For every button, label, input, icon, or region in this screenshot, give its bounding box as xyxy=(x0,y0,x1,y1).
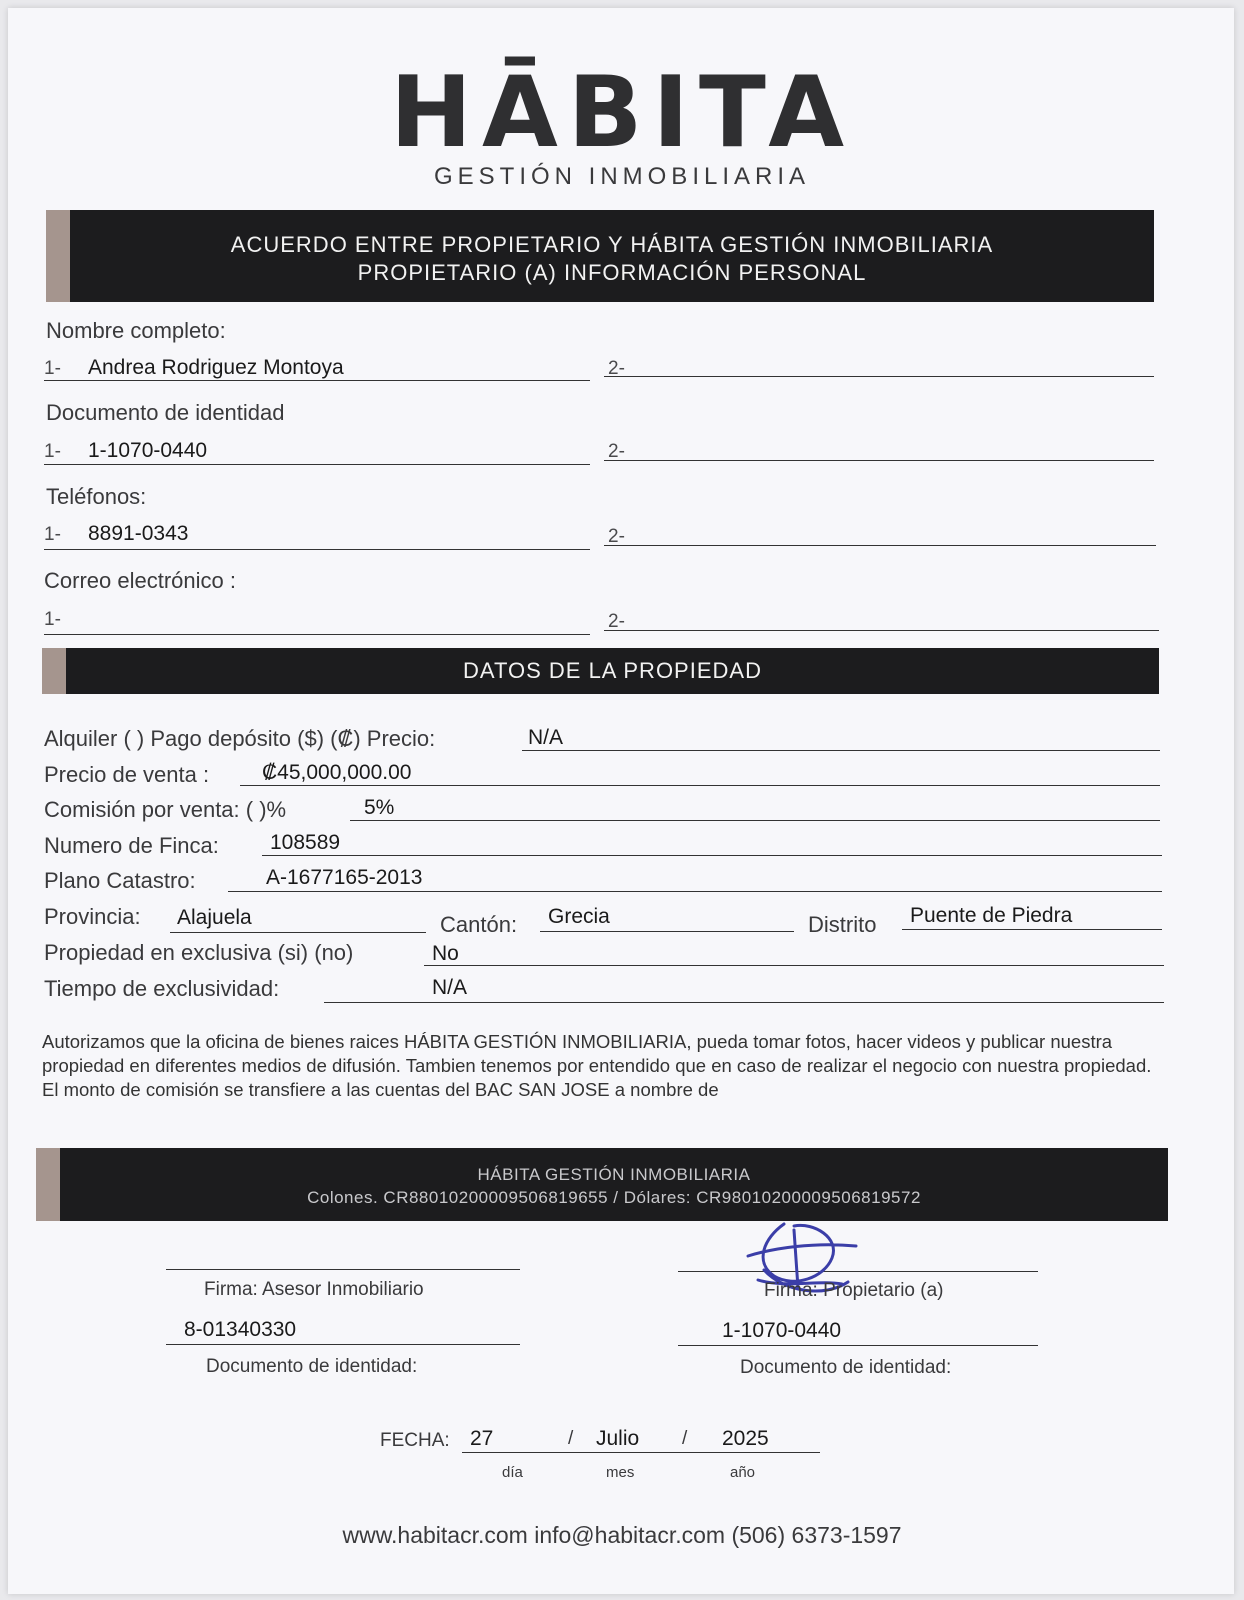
exclusive-label: Propiedad en exclusiva (si) (no) xyxy=(44,940,354,965)
bank-band-accounts: Colones. CR88010200009506819655 / Dólares: CR98010200009506819572 xyxy=(307,1188,921,1207)
advisor-id-label: Documento de identidad: xyxy=(206,1356,418,1377)
property-band xyxy=(42,648,1159,694)
owner-id-field[interactable]: 1-1070-0440 xyxy=(722,1319,842,1342)
finca-label: Numero de Finca: xyxy=(44,833,219,858)
date-day-field[interactable]: 27 xyxy=(470,1427,494,1450)
name-label: Nombre completo: xyxy=(46,318,226,343)
header-band-line1: ACUERDO ENTRE PROPIETARIO Y HÁBITA GESTIÓN INMOBILIARIA xyxy=(230,232,994,257)
brand-logo: HĀBITA xyxy=(389,56,855,170)
date-year-caption: año xyxy=(730,1464,756,1481)
id1-field[interactable]: 1-1070-0440 xyxy=(88,439,208,462)
header-band xyxy=(46,210,1154,302)
rent-label: Alquiler ( ) Pago depósito ($) (₡) Precio: xyxy=(44,726,436,751)
date-underline xyxy=(462,1452,820,1453)
email2-underline xyxy=(604,630,1159,631)
email1-prefix: 1- xyxy=(44,609,61,630)
name2-prefix: 2- xyxy=(608,358,625,379)
header-band-line2: PROPIETARIO (A) INFORMACIÓN PERSONAL xyxy=(357,260,867,285)
footer-contact: www.habitacr.com info@habitacr.com (506) 6373-1597 xyxy=(342,1522,902,1548)
name1-underline xyxy=(44,380,590,381)
phone2-prefix: 2- xyxy=(608,526,625,547)
band-accent xyxy=(46,210,70,302)
sale-price-underline xyxy=(240,785,1160,786)
brand-subtitle: GESTIÓN INMOBILIARIA xyxy=(433,163,811,190)
distrito-label: Distrito xyxy=(808,912,877,937)
bank-band xyxy=(36,1148,1168,1221)
distrito-underline xyxy=(902,929,1162,930)
email1-underline xyxy=(44,634,590,635)
property-band-title: DATOS DE LA PROPIEDAD xyxy=(463,658,762,683)
owner-signature-label: Firma: Propietario (a) xyxy=(764,1280,944,1301)
rent-underline xyxy=(522,750,1160,751)
commission-underline xyxy=(350,820,1160,821)
provincia-label: Provincia: xyxy=(44,904,141,929)
rent-field[interactable]: N/A xyxy=(528,726,564,749)
provincia-field[interactable]: Alajuela xyxy=(177,906,252,929)
phone1-prefix: 1- xyxy=(44,524,61,545)
canton-field[interactable]: Grecia xyxy=(548,905,610,928)
exclusive-time-field[interactable]: N/A xyxy=(432,976,468,999)
id-label: Documento de identidad xyxy=(46,400,285,425)
plano-label: Plano Catastro: xyxy=(44,868,196,893)
finca-field[interactable]: 108589 xyxy=(270,831,341,854)
authorization-text: Autorizamos que la oficina de bienes raices HÁBITA GESTIÓN INMOBILIARIA, pueda tomar fotos, hacer videos y publicar nuestra propiedad en diferentes medios de difusión. Tambien tenemos por entendido que en caso de realizar el negocio con nuestra propiedad. El monto de comisión se transfiere a las cuentas del BAC SAN JOSE a nombre de xyxy=(42,1031,1152,1100)
name1-prefix: 1- xyxy=(44,358,61,379)
canton-underline xyxy=(540,931,794,932)
bank-band-company: HÁBITA GESTIÓN INMOBILIARIA xyxy=(477,1165,751,1184)
plano-underline xyxy=(228,891,1162,892)
exclusive-time-label: Tiempo de exclusividad: xyxy=(44,976,280,1001)
advisor-signature-line xyxy=(166,1269,520,1270)
phone2-underline xyxy=(604,545,1156,546)
advisor-signature-label: Firma: Asesor Inmobiliario xyxy=(204,1279,424,1300)
exclusive-underline xyxy=(424,965,1164,966)
date-separator: / xyxy=(682,1428,688,1449)
id1-prefix: 1- xyxy=(44,441,61,462)
date-label: FECHA: xyxy=(380,1430,450,1451)
commission-field[interactable]: 5% xyxy=(364,796,395,819)
email2-prefix: 2- xyxy=(608,611,625,632)
owner-id-underline xyxy=(678,1345,1038,1346)
commission-label: Comisión por venta: ( )% xyxy=(44,797,287,822)
id2-prefix: 2- xyxy=(608,441,625,462)
date-year-field[interactable]: 2025 xyxy=(722,1427,769,1450)
phone-label: Teléfonos: xyxy=(46,484,147,509)
date-day-caption: día xyxy=(502,1464,523,1481)
sale-price-label: Precio de venta : xyxy=(44,762,210,787)
sale-price-field[interactable]: ₡45,000,000.00 xyxy=(262,761,412,784)
advisor-id-field[interactable]: 8-01340330 xyxy=(184,1318,297,1341)
id1-underline xyxy=(44,464,590,465)
date-separator: / xyxy=(568,1428,574,1449)
canton-label: Cantón: xyxy=(440,912,518,937)
plano-field[interactable]: A-1677165-2013 xyxy=(266,866,423,889)
advisor-id-underline xyxy=(166,1344,520,1345)
name1-field[interactable]: Andrea Rodriguez Montoya xyxy=(88,356,344,379)
distrito-field[interactable]: Puente de Piedra xyxy=(910,904,1073,927)
phone1-underline xyxy=(44,549,590,550)
finca-underline xyxy=(262,855,1162,856)
date-month-field[interactable]: Julio xyxy=(596,1427,640,1450)
owner-id-label: Documento de identidad: xyxy=(740,1357,952,1378)
date-month-caption: mes xyxy=(606,1464,635,1481)
id2-underline xyxy=(604,460,1154,461)
name2-underline xyxy=(604,376,1154,377)
exclusive-field[interactable]: No xyxy=(432,942,459,965)
band-accent xyxy=(42,648,66,694)
provincia-underline xyxy=(170,932,426,933)
exclusive-time-underline xyxy=(324,1002,1164,1003)
email-label: Correo electrónico : xyxy=(44,568,236,593)
phone1-field[interactable]: 8891-0343 xyxy=(88,522,189,545)
band-accent xyxy=(36,1148,60,1221)
